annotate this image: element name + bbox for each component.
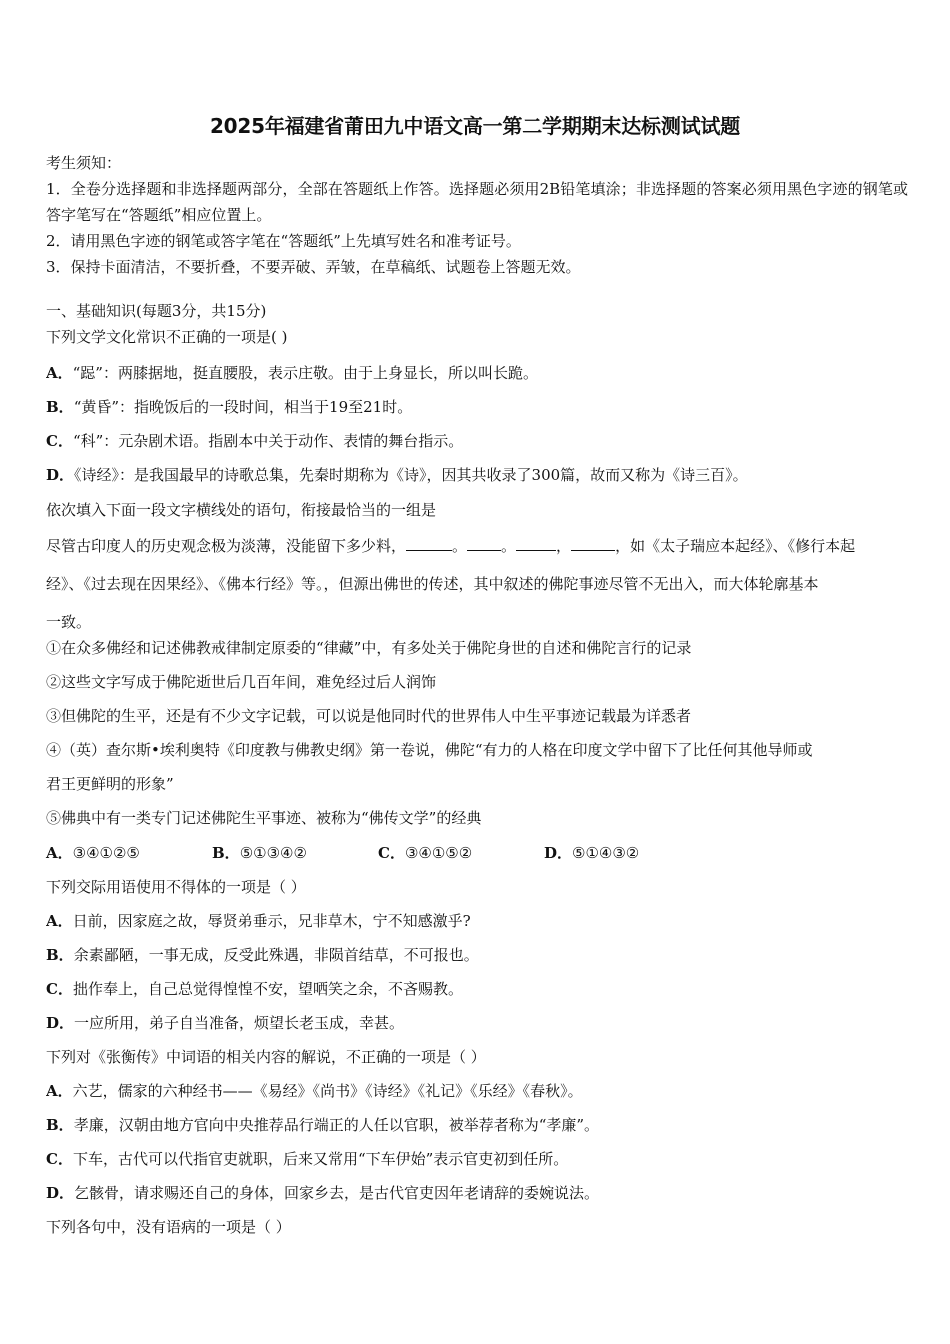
sentence-4-cont: 君王更鲜明的形象” (46, 775, 174, 793)
question-4 (46, 1040, 908, 1210)
blank-2 (467, 536, 501, 551)
question-2-sentences (46, 631, 908, 835)
blank-3 (516, 536, 556, 551)
option-text: “黄昏”：指晚饭后的一段时间，相当于19至21时。 (73, 398, 413, 416)
section-heading: 一、基础知识(每题3分，共15分) (46, 302, 267, 320)
notice-item-2: 2．请用黑色字迹的钢笔或答字笔在“答题纸”上先填写姓名和准考证号。 (46, 232, 521, 250)
option-text: “跽”：两膝据地，挺直腰股，表示庄敬。由于上身显长，所以叫长跪。 (72, 364, 538, 382)
passage-separator: ， (556, 537, 572, 555)
question-3-option-d: D．一应所用，弟子自当准备，烦望长老玉成，幸甚。 (46, 1014, 405, 1032)
option-label: D． (46, 466, 75, 484)
question-4-option-d: D．乞骸骨，请求赐还自己的身体，回家乡去，是古代官吏因年老请辞的委婉说法。 (46, 1184, 600, 1202)
question-3-option-c: C．拙作奉上，自己总觉得惶惶不安，望哂笑之余，不吝赐教。 (46, 980, 463, 998)
question-1-option-a (46, 356, 908, 390)
question-1-option-d (46, 458, 908, 492)
sentence-1: ①在众多佛经和记述佛教戒律制定原委的“律藏”中，有多处关于佛陀身世的自述和佛陀言行的记录 (46, 639, 692, 657)
sentence-5: ⑤佛典中有一类专门记述佛陀生平事迹、被称为“佛传文学”的经典 (46, 809, 482, 827)
question-1-options (46, 356, 908, 492)
question-3-option-a: A．日前，因家庭之故，辱贤弟垂示，兄非草木，宁不知感激乎? (46, 912, 471, 930)
option-label: C． (46, 432, 73, 450)
option-label: B． (46, 398, 74, 416)
question-4-option-a: A．六艺，儒家的六种经书——《易经》《尚书》《诗经》《礼记》《乐经》《春秋》。 (46, 1082, 583, 1100)
question-2-passage-line-3: 一致。 (46, 613, 92, 631)
question-3-option-b: B．余素鄙陋，一事无成，反受此殊遇，非陨首结草，不可报也。 (46, 946, 479, 964)
passage-text: ，如《太子瑞应本起经》、《修行本起 (615, 537, 856, 555)
question-4-stem: 下列对《张衡传》中词语的相关内容的解说，不正确的一项是（ ） (46, 1048, 486, 1066)
blank-4 (571, 536, 615, 551)
blank-1 (406, 536, 452, 551)
question-3-stem: 下列交际用语使用不得体的一项是（ ） (46, 878, 306, 896)
question-2-choices (46, 836, 908, 870)
question-2-passage-line-2: 经》、《过去现在因果经》、《佛本行经》等。，但源出佛世的传述，其中叙述的佛陀事迹尽管不无出入，而大体轮廓基本 (46, 575, 819, 593)
sentence-4: ④（英）查尔斯•埃利奥特《印度教与佛教史纲》第一卷说，佛陀“有力的人格在印度文学中留下了比任何其他导师或 (46, 741, 813, 759)
option-label: A． (46, 364, 73, 382)
passage-separator: 。 (501, 537, 517, 555)
choice-c: C．③④①⑤② (378, 844, 473, 862)
choice-a: A．③④①②⑤ (46, 844, 140, 862)
notice-item-1: 1．全卷分选择题和非选择题两部分，全部在答题纸上作答。选择题必须用2B铅笔填涂；非选择题的答案必须用黑色字迹的钢笔或答字笔写在“答题纸”相应位置上。 (46, 180, 908, 224)
page-title: 2025年福建省莆田九中语文高一第二学期期末达标测试试题 (209, 114, 741, 138)
notice-section (46, 150, 908, 280)
sentence-3: ③但佛陀的生平，还是有不少文字记载，可以说是他同时代的世界伟人中生平事迹记载最为详悉者 (46, 707, 692, 725)
choice-d: D．⑤①④③② (544, 844, 640, 862)
question-5-stem: 下列各句中，没有语病的一项是（ ） (46, 1218, 291, 1236)
passage-text: 尽管古印度人的历史观念极为淡薄，没能留下多少料， (46, 537, 407, 555)
notice-item-3: 3．保持卡面清洁，不要折叠，不要弄破、弄皱，在草稿纸、试题卷上答题无效。 (46, 258, 581, 276)
passage-separator: 。 (452, 537, 468, 555)
question-2-stem: 依次填入下面一段文字横线处的语句，衔接最恰当的一组是 (46, 501, 437, 519)
question-1-option-c (46, 424, 908, 458)
question-1-option-b (46, 390, 908, 424)
question-2 (46, 493, 908, 641)
question-3 (46, 870, 908, 1040)
question-4-option-c: C．下车，古代可以代指官吏就职，后来又常用“下车伊始”表示官吏初到任所。 (46, 1150, 569, 1168)
choice-b: B．⑤①③④② (212, 844, 307, 862)
sentence-2: ②这些文字写成于佛陀逝世后几百年间，难免经过后人润饰 (46, 673, 437, 691)
section-basic-knowledge (46, 298, 908, 350)
notice-heading: 考生须知： (46, 154, 122, 172)
question-4-option-b: B．孝廉，汉朝由地方官向中央推荐品行端正的人任以官职，被举荐者称为“孝廉”。 (46, 1116, 600, 1134)
option-text: “科”：元杂剧术语。指剧本中关于动作、表情的舞台指示。 (72, 432, 464, 450)
option-text: 《诗经》：是我国最早的诗歌总集，先秦时期称为《诗》，因其共收录了300篇，故而又称为《诗三百》。 (74, 466, 748, 484)
question-1-stem: 下列文学文化常识不正确的一项是( ) (46, 328, 288, 346)
question-5 (46, 1210, 908, 1244)
question-2-passage-line-1 (46, 527, 908, 565)
